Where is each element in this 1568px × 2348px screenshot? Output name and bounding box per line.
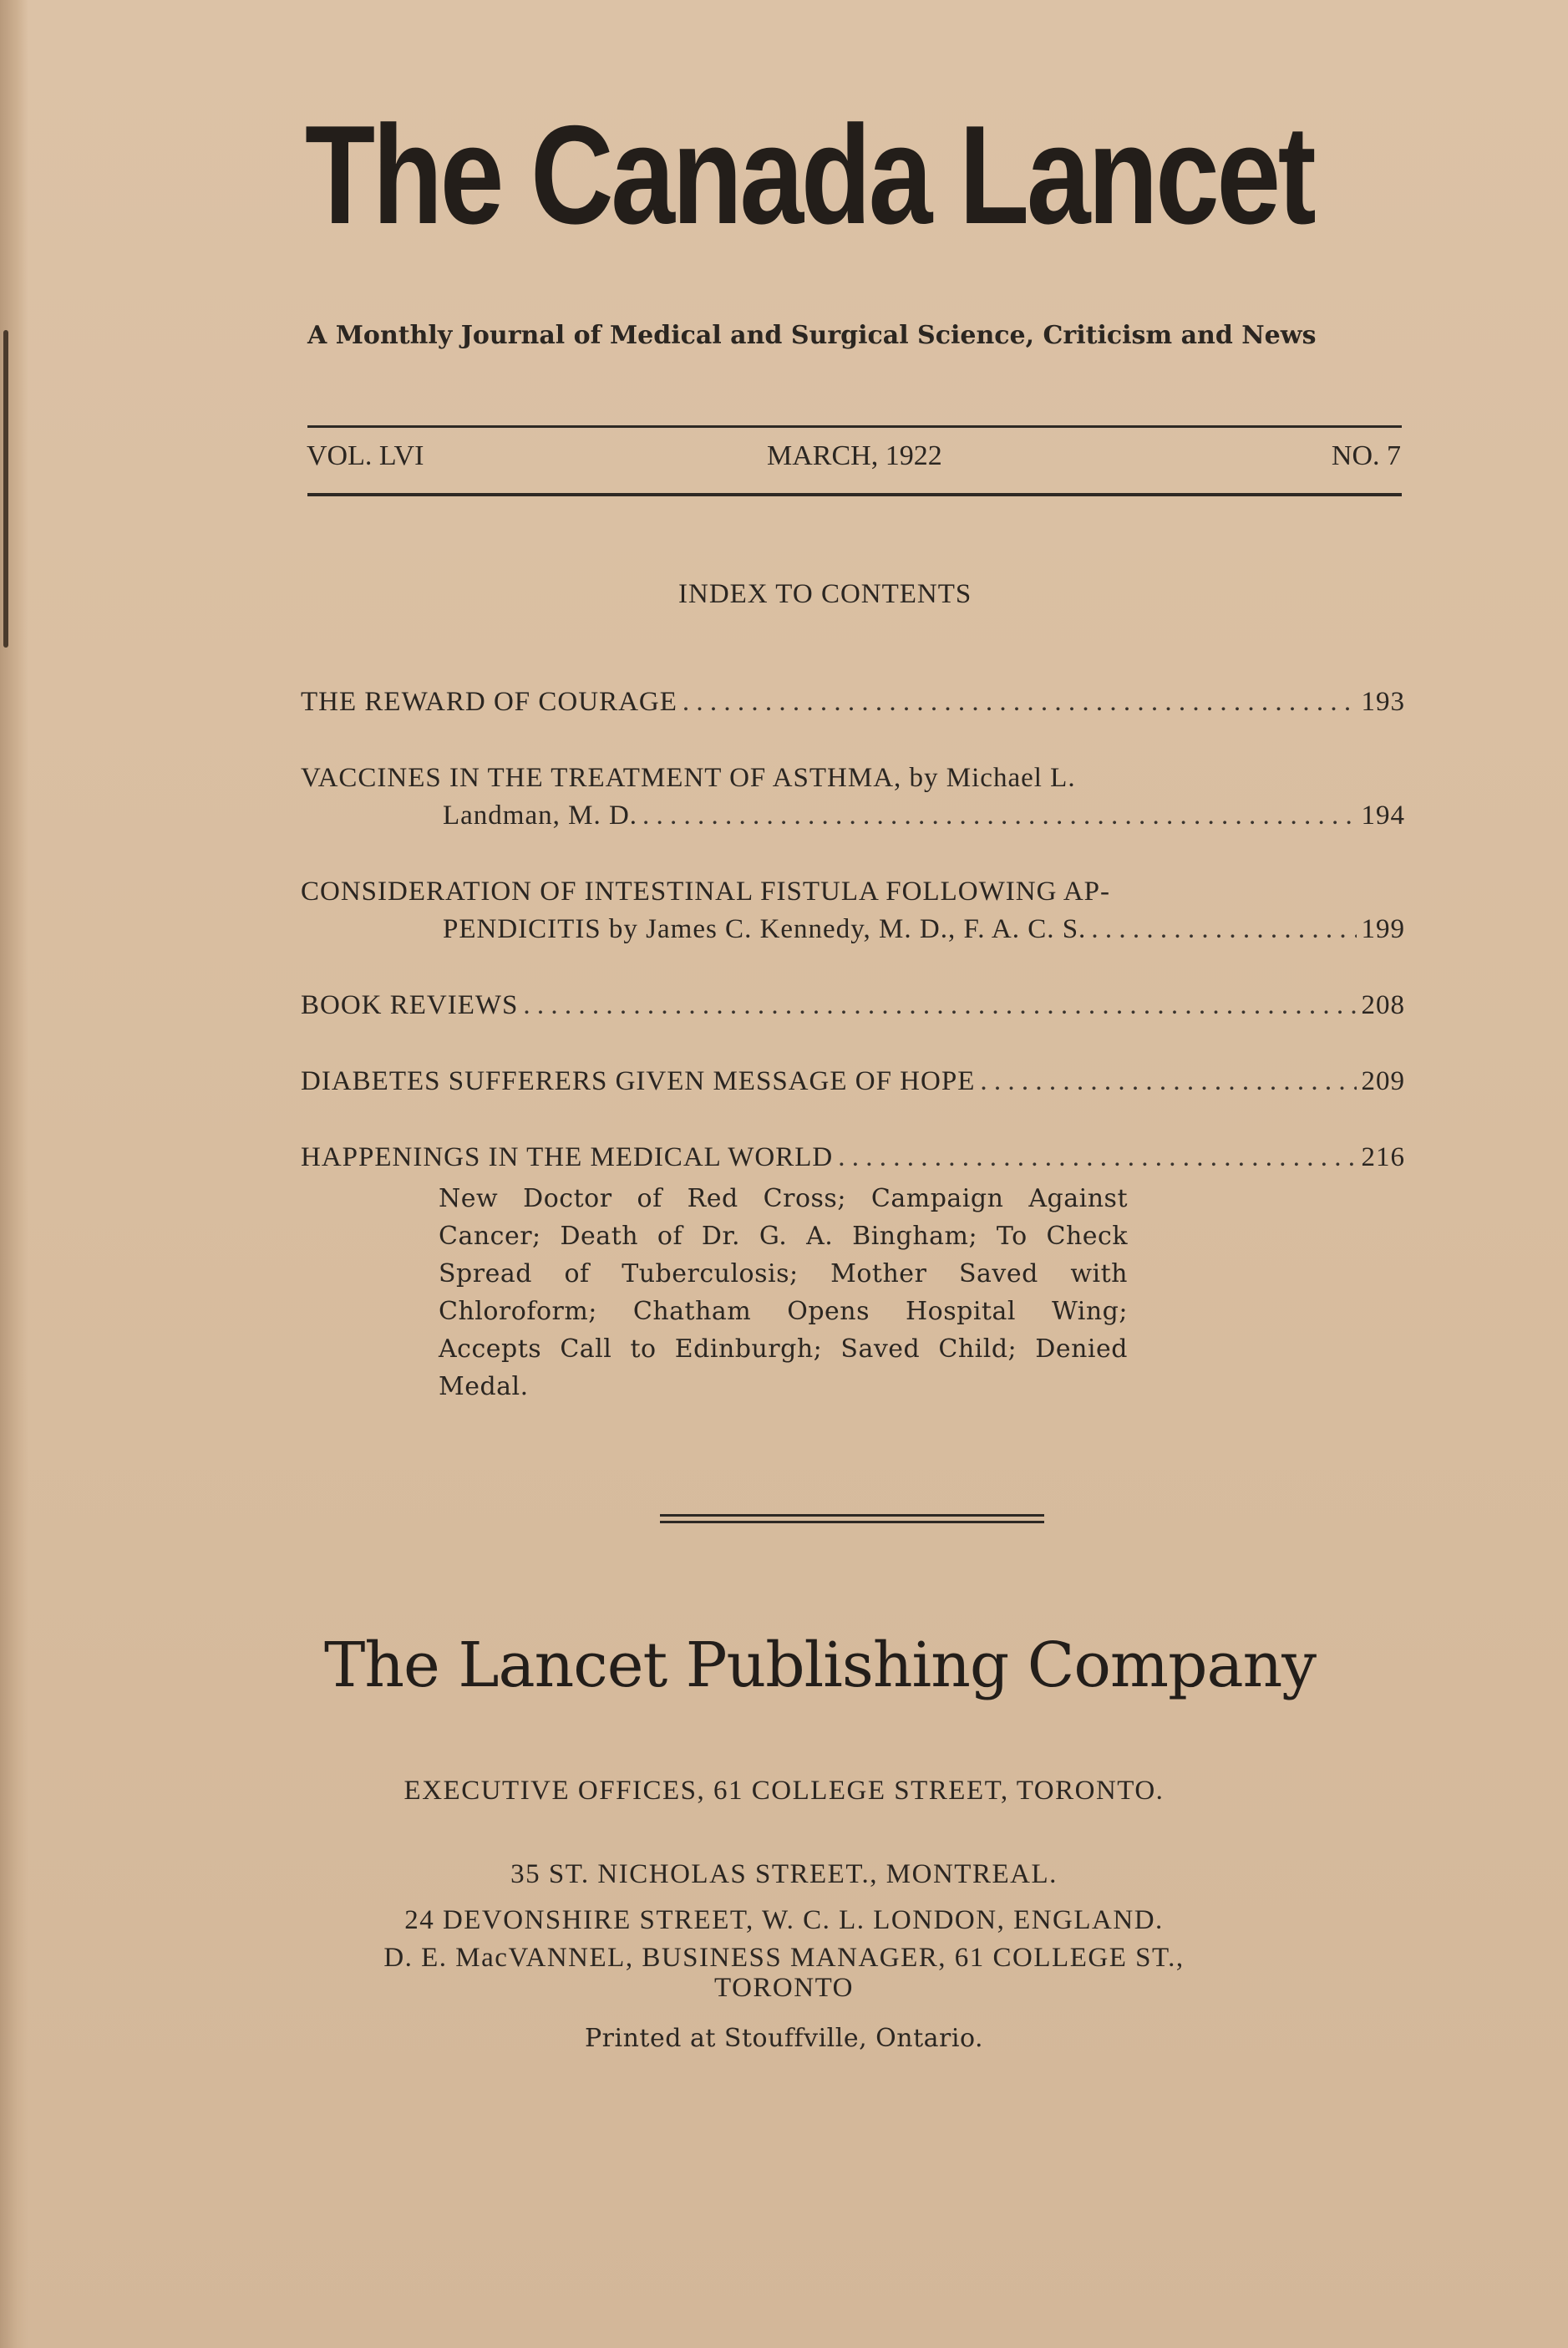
leader-dots (642, 800, 1356, 831)
toc-entry-title: THE REWARD OF COURAGE (301, 687, 677, 717)
issue-date: MARCH, 1922 (767, 440, 942, 471)
printed-at-line: Printed at Stouffville, Ontario. (584, 2024, 984, 2053)
london-address: 24 DEVONSHIRE STREET, W. C. L. LONDON, ENGLAND. (404, 1905, 1164, 1935)
journal-title: The Canada Lancet (305, 96, 1314, 253)
toc-page-number: 208 (1361, 990, 1405, 1020)
toc-entry (301, 1142, 1405, 1405)
toc-entry-title: CONSIDERATION OF INTESTINAL FISTULA FOLLOWING AP- (301, 877, 1111, 907)
masthead-rule-bottom (307, 493, 1402, 496)
issue-info-row (307, 440, 1401, 474)
toc-page-number: 209 (1361, 1066, 1405, 1096)
toc-entry-title: HAPPENINGS IN THE MEDICAL WORLD (301, 1142, 834, 1172)
leader-dots (838, 1142, 1356, 1173)
toc-page-number: 199 (1361, 914, 1405, 944)
toc-entry (301, 687, 1405, 724)
toc-page-number: 193 (1361, 687, 1405, 717)
business-manager-city: TORONTO (714, 1973, 854, 2003)
issue-number: NO. 7 (1331, 440, 1401, 471)
toc-entry (301, 877, 1405, 952)
leader-dots (523, 990, 1356, 1021)
toc-entry-title: BOOK REVIEWS (301, 990, 519, 1020)
toc-entry (301, 990, 1405, 1028)
publisher-name: The Lancet Publishing Company (324, 1629, 1317, 1701)
leader-dots (1091, 914, 1356, 945)
toc-page-number: 216 (1361, 1142, 1405, 1172)
volume-label: VOL. LVI (307, 440, 424, 471)
toc-entry-author: Landman, M. D. (443, 800, 638, 831)
toc-sub-items: New Doctor of Red Cross; Campaign Against Cancer; Death of Dr. G. A. Bingham; To Check Spread of Tuberculosis; Mother Saved with Chloroform; Chatham Opens Hospital Wing; Accepts Call to Edinburgh; Saved Child; Denied Medal. (439, 1184, 1128, 1401)
section-divider-rule (660, 1521, 1044, 1523)
business-manager-line: D. E. MacVANNEL, BUSINESS MANAGER, 61 COLLEGE ST., (383, 1943, 1185, 1973)
toc-entry (301, 763, 1405, 838)
toc-entry-author: PENDICITIS by James C. Kennedy, M. D., F. A. C. S. (443, 914, 1087, 944)
montreal-address: 35 ST. NICHOLAS STREET., MONTREAL. (510, 1859, 1058, 1889)
toc-entry (301, 1066, 1405, 1104)
masthead-rule-top (307, 425, 1402, 428)
binding-mark (3, 330, 8, 648)
section-divider-rule (660, 1514, 1044, 1517)
toc-entry-title: DIABETES SUFFERERS GIVEN MESSAGE OF HOPE (301, 1066, 976, 1096)
contents-heading: INDEX TO CONTENTS (678, 579, 972, 609)
leader-dots (980, 1066, 1356, 1097)
table-of-contents (301, 687, 1405, 1405)
journal-subtitle: A Monthly Journal of Medical and Surgical Science, Criticism and News (307, 321, 1317, 350)
toc-entry-title: VACCINES IN THE TREATMENT OF ASTHMA, by Michael L. (301, 763, 1076, 793)
toc-page-number: 194 (1361, 800, 1405, 831)
leader-dots (683, 687, 1357, 718)
executive-offices-address: EXECUTIVE OFFICES, 61 COLLEGE STREET, TORONTO. (403, 1776, 1165, 1806)
